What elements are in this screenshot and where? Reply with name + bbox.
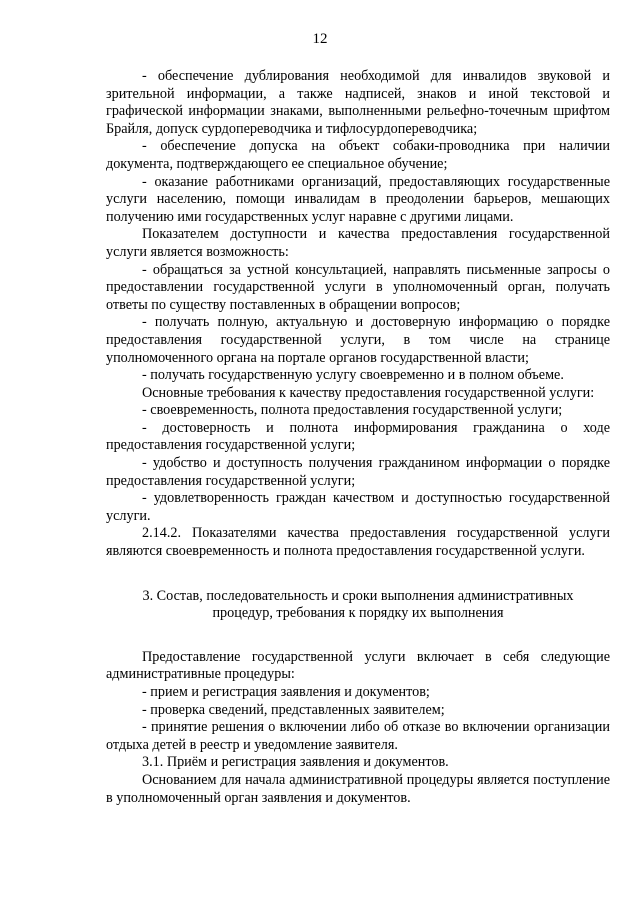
paragraph: 2.14.2. Показателями качества предоставления государственной услуги являются своевременность и полнота предоставления государственной услуги. bbox=[106, 525, 610, 560]
paragraph: - получать полную, актуальную и достоверную информацию о порядке предоставления государственной услуги, в том числе на странице уполномоченного органа на портале органов государственной власти; bbox=[106, 314, 610, 366]
paragraph: Показателем доступности и качества предоставления государственной услуги является возможность: bbox=[106, 226, 610, 260]
paragraph: - обеспечение дублирования необходимой для инвалидов звуковой и зрительной информации, а также надписей, знаков и иной текстовой и графической информации знаками, выполненными рельефно-точечным шрифтом Брайля, допуск сурдопереводчика и тифлосурдопереводчика; bbox=[106, 68, 610, 137]
paragraph: - принятие решения о включении либо об отказе во включении организации отдыха детей в реестр и уведомление заявителя. bbox=[106, 719, 610, 753]
paragraph: - оказание работниками организаций, предоставляющих государственные услуги населению, помощи инвалидам в преодолении барьеров, мешающих получению ими государственных услуг наравне с другими лицами. bbox=[106, 173, 610, 225]
paragraph: - обеспечение допуска на объект собаки-проводника при наличии документа, подтверждающего ее специальное обучение; bbox=[106, 138, 610, 172]
document-body bbox=[106, 68, 610, 807]
section-heading-line-2: процедур, требования к порядку их выполнения bbox=[212, 605, 504, 622]
page-number: 12 bbox=[312, 31, 328, 47]
paragraph: 3.1. Приём и регистрация заявления и документов. bbox=[142, 754, 449, 771]
paragraph: - получать государственную услугу своевременно и в полном объеме. bbox=[142, 367, 564, 384]
paragraph: - достоверность и полнота информирования гражданина о ходе предоставления государственной услуги; bbox=[106, 419, 610, 454]
paragraph: - удовлетворенность граждан качеством и доступностью государственной услуги. bbox=[106, 490, 610, 524]
paragraph: - проверка сведений, представленных заявителем; bbox=[142, 701, 445, 718]
paragraph: - обращаться за устной консультацией, направлять письменные запросы о предоставлении государственной услуги в уполномоченный орган, получать ответы по существу поставленных в обращении вопросов; bbox=[106, 261, 610, 313]
paragraph: - прием и регистрация заявления и документов; bbox=[142, 684, 430, 700]
paragraph: - своевременность, полнота предоставления государственной услуги; bbox=[142, 402, 563, 419]
section-heading-line-1: 3. Состав, последовательность и сроки выполнения административных bbox=[142, 587, 574, 604]
paragraph: Предоставление государственной услуги включает в себя следующие административные процедуры: bbox=[106, 648, 610, 683]
paragraph: Основные требования к качеству предоставления государственной услуги: bbox=[142, 384, 595, 401]
paragraph: Основанием для начала административной процедуры является поступление в уполномоченный орган заявления и документов. bbox=[106, 771, 610, 806]
section-heading bbox=[106, 588, 610, 623]
paragraph: - удобство и доступность получения гражданином информации о порядке предоставления государственной услуги; bbox=[106, 455, 610, 489]
